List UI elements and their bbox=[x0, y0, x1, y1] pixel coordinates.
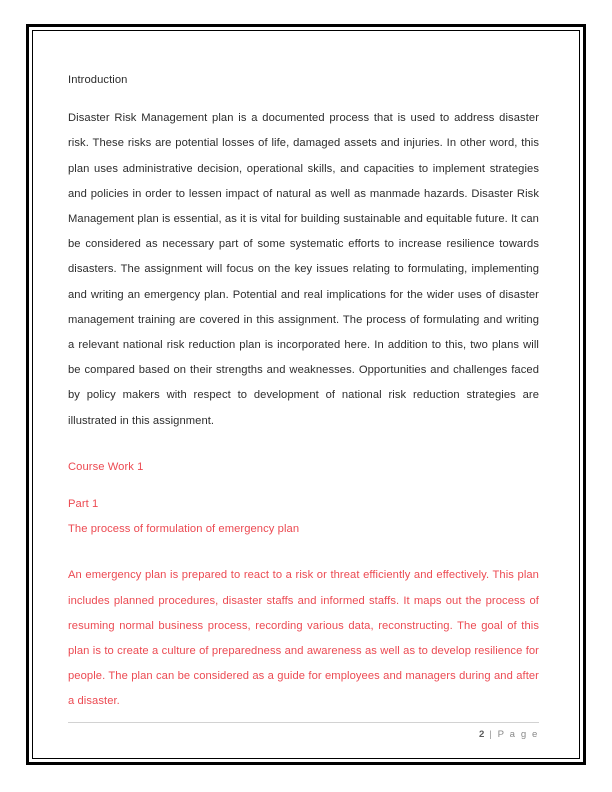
section-heading-introduction: Introduction bbox=[68, 74, 128, 86]
red-paragraph-one: An emergency plan is prepared to react to a risk or threat efficiently and effectively. This plan includes planned procedures, disaster staffs and informed staffs. It maps out the process of resuming normal business process, recording various data, reconstructing. The goal of this plan is to create a culture of preparedness and awareness as well as to develop resilience for people. The plan can be considered as a guide for employees and managers during and after a disaster. bbox=[68, 569, 539, 708]
page-footer bbox=[68, 722, 539, 740]
spacer bbox=[68, 555, 539, 563]
footer-divider bbox=[68, 722, 539, 723]
footer-separator: | bbox=[489, 729, 494, 740]
document-content bbox=[68, 68, 539, 708]
spacer bbox=[68, 447, 539, 455]
page-border-outer bbox=[26, 24, 586, 765]
footer-page-label: P a g e bbox=[497, 729, 539, 740]
footer-page-number: 2 bbox=[479, 729, 485, 740]
subheading-process-formulation: The process of formulation of emergency plan bbox=[68, 523, 300, 536]
spacer bbox=[68, 480, 539, 492]
heading-course-work: Course Work 1 bbox=[68, 460, 144, 473]
heading-part: Part 1 bbox=[68, 498, 99, 511]
footer-page-indicator bbox=[68, 729, 539, 740]
intro-paragraph: Disaster Risk Management plan is a documented process that is used to address disaster risk. These risks are potential losses of life, damaged assets and injuries. In other word, this plan uses administrative decision, operational skills, and capacities to implement strategies and policies in order to lessen impact of natural as well as manmade hazards. Disaster Risk Management plan is essential, as it is vital for building sustainable and equitable future. It can be considered as necessary part of some systematic efforts to increase resilience towards disasters. The assignment will focus on the key issues relating to formulating, implementing and writing an emergency plan. Potential and real implications for the wider uses of disaster management training are covered in this assignment. The process of formulating and writing a relevant national risk reduction plan is incorporated here. In addition to this, two plans will be compared based on their strengths and weaknesses. Opportunities and challenges faced by policy makers with respect to development of national risk reduction strategies are illustrated in this assignment. bbox=[68, 112, 539, 427]
